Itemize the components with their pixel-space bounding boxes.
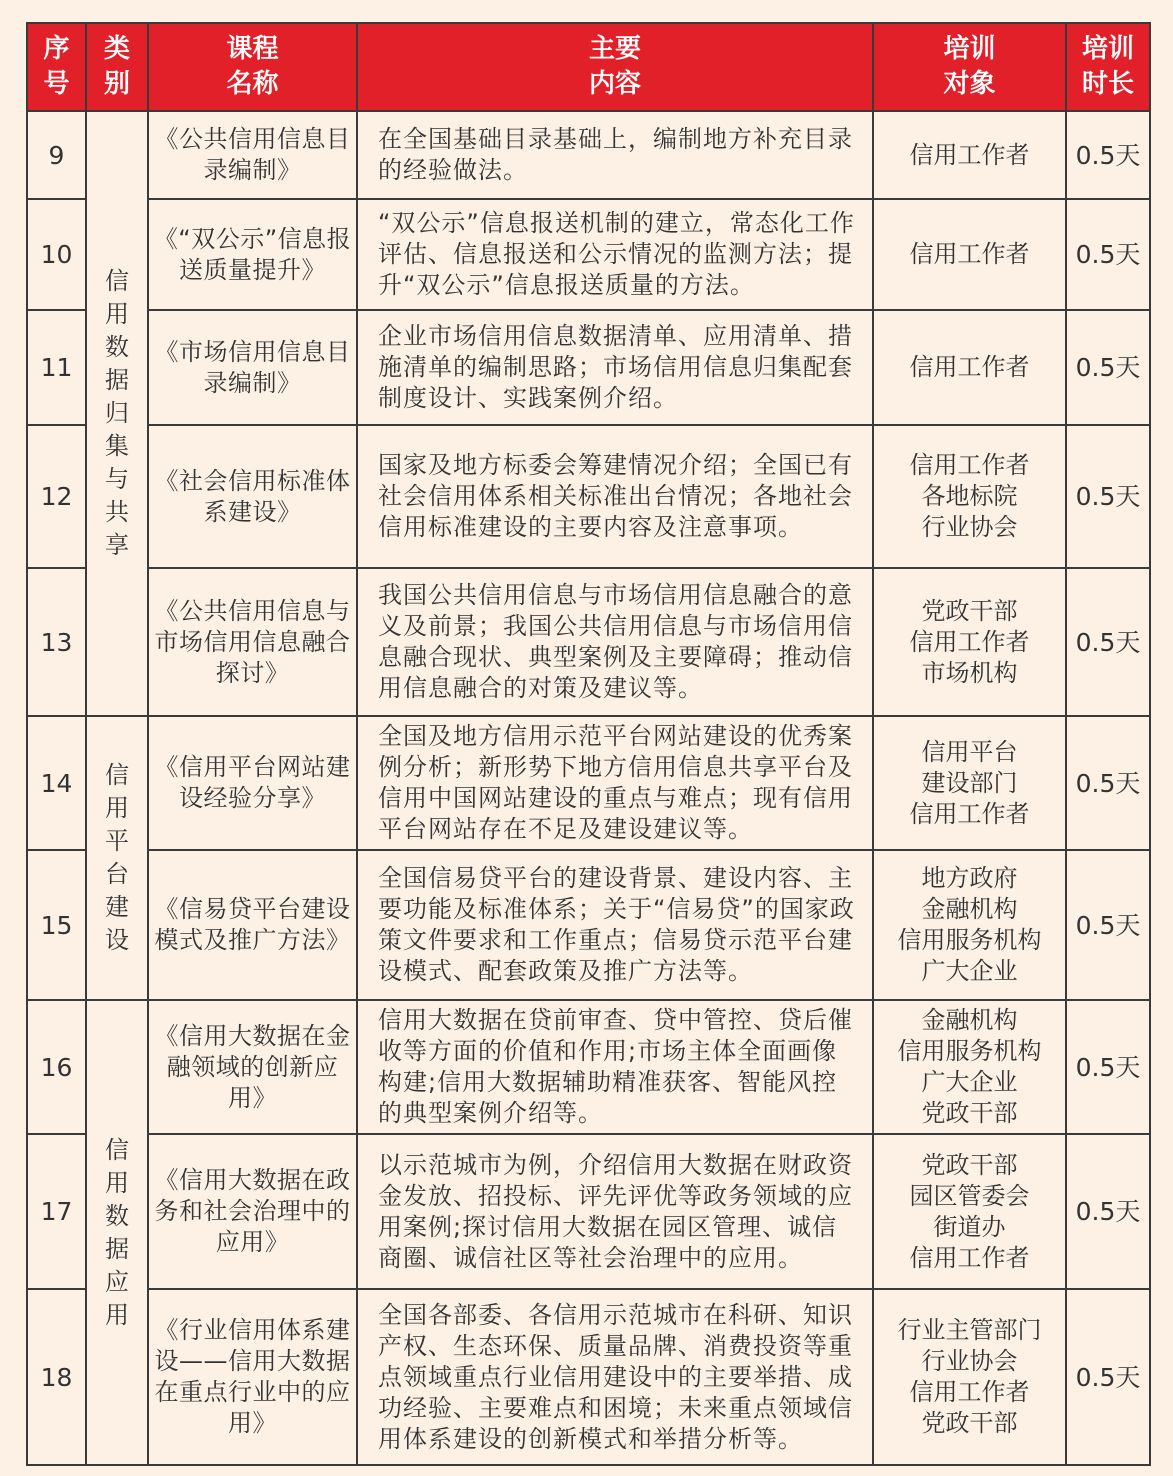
row-number: 15	[27, 850, 86, 1000]
target-audience: 信用工作者	[873, 199, 1066, 310]
course-name: 《公共信用信息与市场信用信息融合探讨》	[148, 568, 357, 716]
header-category: 类 别	[86, 23, 148, 111]
table-row	[27, 199, 1150, 310]
course-name: 《信用大数据在金融领域的创新应用》	[148, 1000, 357, 1134]
course-name: 《信用大数据在政务和社会治理中的应用》	[148, 1134, 357, 1289]
target-audience: 金融机构 信用服务机构 广大企业 党政干部	[873, 1000, 1066, 1134]
duration: 0.5天	[1066, 1134, 1150, 1289]
table-row	[27, 1289, 1150, 1465]
course-content: 以示范城市为例，介绍信用大数据在财政资金发放、招投标、评先评优等政务领域的应用案例;探讨信用大数据在园区管理、诚信商圈、诚信社区等社会治理中的应用。	[357, 1134, 873, 1289]
target-audience: 党政干部 信用工作者 市场机构	[873, 568, 1066, 716]
category-cell: 信 用 数 据 归 集 与 共 享	[86, 111, 148, 716]
duration: 0.5天	[1066, 310, 1150, 425]
row-number: 10	[27, 199, 86, 310]
row-number: 11	[27, 310, 86, 425]
target-audience: 信用工作者	[873, 111, 1066, 199]
course-name: 《行业信用体系建设——信用大数据在重点行业中的应用》	[148, 1289, 357, 1465]
course-content: 全国及地方信用示范平台网站建设的优秀案例分析；新形势下地方信用信息共享平台及信用中国网站建设的重点与难点；现有信用平台网站存在不足及建设建议等。	[357, 716, 873, 850]
table-row	[27, 716, 1150, 850]
row-number: 14	[27, 716, 86, 850]
course-content: 信用大数据在贷前审查、贷中管控、贷后催收等方面的价值和作用;市场主体全面画像构建;信用大数据辅助精准获客、智能风控的典型案例介绍等。	[357, 1000, 873, 1134]
row-number: 12	[27, 425, 86, 568]
course-content: 我国公共信用信息与市场信用信息融合的意义及前景；我国公共信用信息与市场信用信息融合现状、典型案例及主要障碍；推动信用信息融合的对策及建议等。	[357, 568, 873, 716]
category-cell: 信 用 平 台 建 设	[86, 716, 148, 1000]
table-row	[27, 310, 1150, 425]
table-row	[27, 111, 1150, 199]
course-content: 全国各部委、各信用示范城市在科研、知识产权、生态环保、质量品牌、消费投资等重点领域重点行业信用建设中的主要举措、成功经验、主要难点和困境；未来重点领域信用体系建设的创新模式和举措分析等。	[357, 1289, 873, 1465]
row-number: 18	[27, 1289, 86, 1465]
row-number: 17	[27, 1134, 86, 1289]
target-audience: 信用平台 建设部门 信用工作者	[873, 716, 1066, 850]
course-content: 在全国基础目录基础上，编制地方补充目录的经验做法。	[357, 111, 873, 199]
course-content: 企业市场信用信息数据清单、应用清单、措施清单的编制思路；市场信用信息归集配套制度设计、实践案例介绍。	[357, 310, 873, 425]
row-number: 16	[27, 1000, 86, 1134]
duration: 0.5天	[1066, 1289, 1150, 1465]
table-row	[27, 1134, 1150, 1289]
course-name: 《社会信用标准体系建设》	[148, 425, 357, 568]
duration: 0.5天	[1066, 425, 1150, 568]
course-table-container	[26, 22, 1149, 1466]
row-number: 9	[27, 111, 86, 199]
header-row	[27, 23, 1150, 111]
course-name: 《信易贷平台建设模式及推广方法》	[148, 850, 357, 1000]
course-table	[26, 22, 1151, 1466]
table-row	[27, 425, 1150, 568]
duration: 0.5天	[1066, 111, 1150, 199]
table-row	[27, 1000, 1150, 1134]
header-course-name: 课程 名称	[148, 23, 357, 111]
duration: 0.5天	[1066, 199, 1150, 310]
header-number: 序 号	[27, 23, 86, 111]
table-row	[27, 568, 1150, 716]
target-audience: 地方政府 金融机构 信用服务机构 广大企业	[873, 850, 1066, 1000]
header-duration: 培训 时长	[1066, 23, 1150, 111]
category-cell: 信 用 数 据 应 用	[86, 1000, 148, 1465]
course-name: 《“双公示”信息报送质量提升》	[148, 199, 357, 310]
header-target: 培训 对象	[873, 23, 1066, 111]
duration: 0.5天	[1066, 1000, 1150, 1134]
course-content: “双公示”信息报送机制的建立，常态化工作评估、信息报送和公示情况的监测方法；提升“双公示”信息报送质量的方法。	[357, 199, 873, 310]
course-name: 《公共信用信息目录编制》	[148, 111, 357, 199]
table-row	[27, 850, 1150, 1000]
target-audience: 信用工作者 各地标院 行业协会	[873, 425, 1066, 568]
duration: 0.5天	[1066, 850, 1150, 1000]
course-content: 国家及地方标委会筹建情况介绍；全国已有社会信用体系相关标准出台情况；各地社会信用标准建设的主要内容及注意事项。	[357, 425, 873, 568]
target-audience: 行业主管部门 行业协会 信用工作者 党政干部	[873, 1289, 1066, 1465]
row-number: 13	[27, 568, 86, 716]
course-name: 《市场信用信息目录编制》	[148, 310, 357, 425]
duration: 0.5天	[1066, 716, 1150, 850]
course-name: 《信用平台网站建设经验分享》	[148, 716, 357, 850]
duration: 0.5天	[1066, 568, 1150, 716]
target-audience: 党政干部 园区管委会 街道办 信用工作者	[873, 1134, 1066, 1289]
course-content: 全国信易贷平台的建设背景、建设内容、主要功能及标准体系；关于“信易贷”的国家政策文件要求和工作重点；信易贷示范平台建设模式、配套政策及推广方法等。	[357, 850, 873, 1000]
header-content: 主要 内容	[357, 23, 873, 111]
target-audience: 信用工作者	[873, 310, 1066, 425]
